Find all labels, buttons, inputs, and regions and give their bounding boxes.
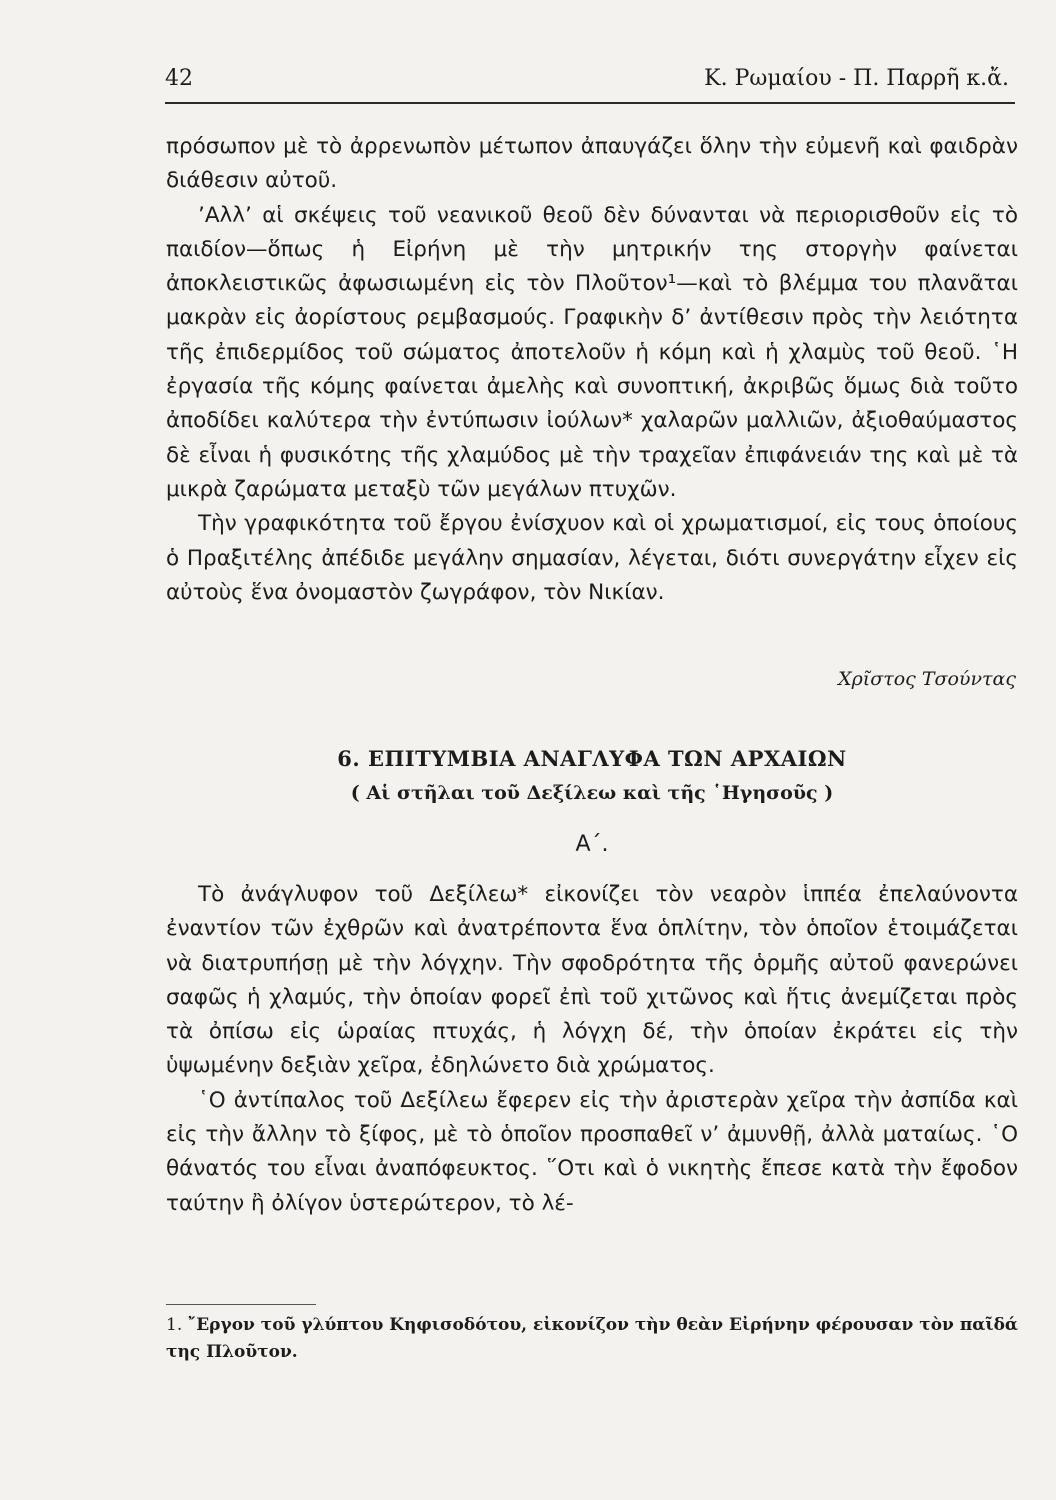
- paragraph: Τὸ ἀνάγλυφον τοῦ Δεξίλεω* εἰκονίζει τὸν νεαρὸν ἱππέα ἐπελαύνοντα ἐναντίον τῶν ἐχθρῶν καὶ ἀνατρέποντα ἕνα ὁπλίτην, τὸν ὁποῖον ἑτοιμάζεται νὰ διατρυπήσῃ μὲ τὴν λόγχην. Τὴν σφοδρότητα τῆς ὁρμῆς αὐτοῦ φανερώνει σαφῶς ἡ χλαμύς, τὴν ὁποίαν φορεῖ ἐπὶ τοῦ χιτῶνος καὶ ἥτις ἀνεμίζεται πρὸς τὰ ὀπίσω εἰς ὡραίας πτυχάς, ἡ λόγχη δέ, τὴν ὁποίαν ἐκράτει εἰς τὴν ὑψωμένην δεξιὰν χεῖρα, ἐδηλώνετο διὰ χρώματος.: [166, 882, 1018, 1079]
- section-subtitle: ( Αἱ στῆλαι τοῦ Δεξίλεω καὶ τῆς ῾Ηγησοῦς ): [350, 782, 834, 804]
- author-signature: Χρῖστος Τσούντας: [838, 668, 1016, 690]
- footnote-marker: 1.: [166, 1315, 183, 1335]
- footnote-text: ῎Εργον τοῦ γλύπτου Κηφισοδότου, εἰκονίζον τὴν θεὰν Εἰρήνην φέρουσαν τὸν παῖδά της Πλοῦτον.: [166, 1315, 1018, 1362]
- paragraph: ῾Ο ἀντίπαλος τοῦ Δεξίλεω ἔφερεν εἰς τὴν ἀριστερὰν χεῖρα τὴν ἀσπίδα καὶ εἰς τὴν ἄλλην τὸ ξίφος, μὲ τὸ ὁποῖον προσπαθεῖ ν’ ἀμυνθῇ, ἀλλὰ ματαίως. ῾Ο θάνατός του εἶναι ἀναπόφευκτος. ῞Οτι καὶ ὁ νικητὴς ἔπεσε κατὰ τὴν ἔφοδον ταύτην ἢ ὀλίγον ὑστερώτερον, τὸ λέ-: [166, 1087, 1018, 1216]
- paragraph: Τὴν γραφικότητα τοῦ ἔργου ἐνίσχυον καὶ οἱ χρωματισμοί, εἰς τους ὁποίους ὁ Πραξιτέλης ἀπέδιδε μεγάλην σημασίαν, λέγεται, διότι συνεργάτην εἶχεν εἰς αὐτοὺς ἕνα ὀνομαστὸν ζωγράφον, τὸν Νικίαν.: [166, 511, 1018, 605]
- section-part-label: Α΄.: [575, 832, 609, 857]
- body-text-part1: [166, 130, 1018, 610]
- running-head: Κ. Ρωμαίου - Π. Παρρῆ κ.ἄ.: [704, 66, 1009, 91]
- paragraph: πρόσωπον μὲ τὸ ἀρρενωπὸν μέτωπον ἀπαυγάζει ὅλην τὴν εὐμενῆ καὶ φαιδρὰν διάθεσιν αὐτοῦ.: [166, 134, 1018, 194]
- page-number: 42: [165, 66, 193, 91]
- paragraph: ’Αλλ’ αἱ σκέψεις τοῦ νεανικοῦ θεοῦ δὲν δύνανται νὰ περιορισθοῦν εἰς τὸ παιδίον—ὅπως ἡ Εἰρήνη μὲ τὴν μητρικήν της στοργὴν φαίνεται ἀποκλειστικῶς ἀφωσιωμένη εἰς τὸν Πλοῦτον¹—καὶ τὸ βλέμμα του πλανᾶται μακρὰν εἰς ἀορίστους ρεμβασμούς. Γραφικὴν δ’ ἀντίθεσιν πρὸς τὴν λειότητα τῆς ἐπιδερμίδος τοῦ σώματος ἀποτελοῦν ἡ κόμη καὶ ἡ χλαμὺς τοῦ θεοῦ. ῾Η ἐργασία τῆς κόμης φαίνεται ἀμελὴς καὶ συνοπτική, ἀκριβῶς ὅμως διὰ τοῦτο ἀποδίδει καλύτερα τὴν ἐντύπωσιν ἰούλων* χαλαρῶν μαλλιῶν, ἀξιοθαύμαστος δὲ εἶναι ἡ φυσικότης τῆς χλαμύδος μὲ τὴν τραχεῖαν ἐπιφάνειάν της καὶ μὲ τὰ μικρὰ ζαρώματα μεταξὺ τῶν μεγάλων πτυχῶν.: [166, 202, 1018, 502]
- page-header: [165, 62, 1015, 104]
- section-title: 6. ΕΠΙΤΥΜΒΙΑ ΑΝΑΓΛΥΦΑ ΤΩΝ ΑΡΧΑΙΩΝ: [337, 746, 847, 771]
- body-text-part2: [166, 878, 1018, 1221]
- footnote-divider: [166, 1304, 316, 1305]
- footnote: [166, 1312, 1018, 1366]
